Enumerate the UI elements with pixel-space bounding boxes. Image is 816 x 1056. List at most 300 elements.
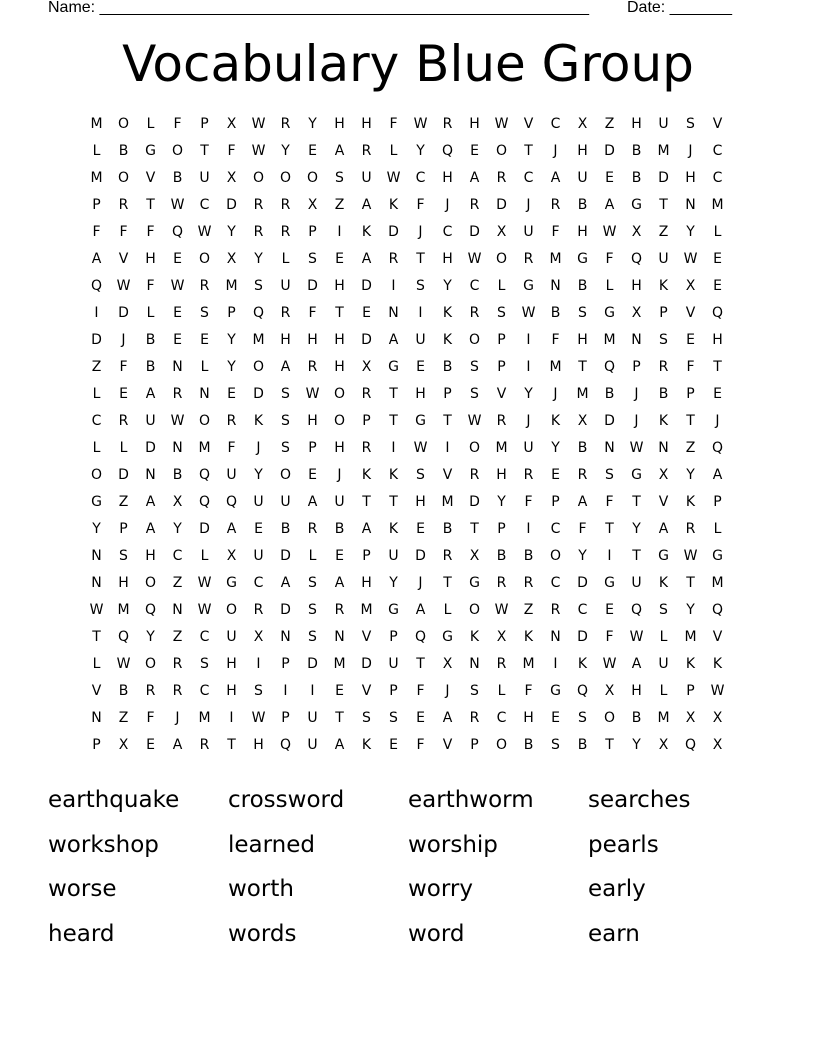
grid-letter: I (526, 521, 531, 537)
grid-letter: H (307, 332, 318, 348)
grid-letter: E (713, 278, 722, 294)
grid-letter: K (685, 656, 696, 672)
grid-letter: J (256, 440, 261, 456)
word-bank-row (48, 912, 768, 957)
grid-letter: X (631, 305, 642, 321)
grid-letter: M (333, 656, 346, 672)
grid-letter: L (659, 683, 668, 699)
grid-letter: X (685, 278, 696, 294)
grid-letter: I (418, 305, 423, 321)
grid-letter: V (712, 116, 723, 132)
grid-letter: M (711, 575, 724, 591)
grid-letter: G (523, 278, 534, 294)
grid-letter: H (631, 278, 642, 294)
grid-letter: W (683, 548, 698, 564)
grid-letter: O (225, 602, 238, 618)
grid-letter: I (283, 683, 288, 699)
grid-letter: K (361, 467, 372, 483)
grid-letter: E (308, 143, 317, 159)
grid-letter: D (253, 386, 264, 402)
grid-letter: A (145, 521, 156, 537)
grid-letter: P (497, 521, 506, 537)
grid-letter: I (256, 656, 261, 672)
grid-letter: N (145, 467, 156, 483)
grid-letter: Z (334, 197, 345, 213)
grid-letter: D (307, 656, 318, 672)
word-bank-item: words (228, 920, 297, 947)
grid-letter: X (226, 116, 237, 132)
grid-letter: Q (252, 305, 265, 321)
grid-letter: Z (172, 629, 183, 645)
grid-letter: I (229, 710, 234, 726)
grid-letter: O (495, 737, 508, 753)
grid-letter: O (198, 413, 211, 429)
grid-letter: W (710, 683, 725, 699)
grid-letter: S (605, 467, 614, 483)
grid-letter: X (604, 683, 615, 699)
grid-letter: Y (389, 575, 398, 591)
grid-letter: U (361, 170, 372, 186)
grid-letter: F (146, 224, 155, 240)
grid-letter: B (118, 143, 129, 159)
grid-letter: C (712, 170, 723, 186)
grid-letter: N (604, 440, 615, 456)
grid-letter: R (307, 521, 318, 537)
grid-letter: B (172, 467, 183, 483)
grid-letter: D (658, 170, 669, 186)
grid-row (83, 678, 731, 705)
grid-letter: F (119, 224, 128, 240)
grid-row (83, 192, 731, 219)
grid-letter: W (251, 116, 266, 132)
grid-letter: Q (711, 602, 724, 618)
grid-letter: C (550, 575, 561, 591)
grid-letter: B (631, 170, 642, 186)
grid-letter: K (442, 332, 453, 348)
grid-letter: E (605, 602, 614, 618)
grid-letter: S (389, 710, 398, 726)
grid-letter: B (496, 548, 507, 564)
grid-letter: P (551, 494, 560, 510)
grid-letter: Z (118, 710, 129, 726)
grid-letter: F (605, 494, 614, 510)
grid-letter: S (578, 710, 587, 726)
word-bank-item: early (588, 876, 646, 903)
grid-letter: L (92, 656, 101, 672)
grid-letter: X (442, 656, 453, 672)
grid-letter: X (307, 197, 318, 213)
grid-letter: L (92, 386, 101, 402)
grid-letter: S (308, 602, 317, 618)
word-bank-row (48, 867, 768, 912)
grid-letter: M (441, 494, 454, 510)
grid-letter: K (388, 197, 399, 213)
grid-letter: E (335, 548, 344, 564)
grid-letter: P (686, 386, 695, 402)
grid-letter: E (551, 710, 560, 726)
grid-letter: E (416, 521, 425, 537)
grid-letter: O (495, 143, 508, 159)
grid-letter: Q (711, 440, 724, 456)
grid-letter: Q (576, 683, 589, 699)
grid-letter: A (361, 251, 372, 267)
grid-letter: W (386, 170, 401, 186)
grid-letter: F (416, 737, 425, 753)
grid-letter: M (522, 656, 535, 672)
grid-letter: J (634, 413, 639, 429)
grid-letter: S (416, 467, 425, 483)
grid-letter: A (91, 251, 102, 267)
grid-letter: R (496, 413, 507, 429)
grid-letter: O (495, 251, 508, 267)
grid-letter: F (524, 494, 533, 510)
grid-letter: J (526, 197, 531, 213)
date-field-line[interactable]: Date: _______ (627, 0, 732, 16)
grid-letter: H (118, 575, 129, 591)
grid-letter: V (118, 251, 129, 267)
grid-letter: G (658, 548, 669, 564)
grid-letter: A (334, 737, 345, 753)
grid-row (83, 354, 731, 381)
grid-letter: R (253, 224, 264, 240)
grid-letter: W (602, 656, 617, 672)
grid-letter: O (252, 170, 265, 186)
grid-letter: M (549, 251, 562, 267)
grid-letter: O (279, 170, 292, 186)
grid-letter: W (251, 710, 266, 726)
grid-letter: M (225, 278, 238, 294)
grid-letter: G (550, 683, 561, 699)
grid-letter: U (523, 440, 534, 456)
grid-letter: D (118, 467, 129, 483)
grid-letter: G (226, 575, 237, 591)
grid-letter: Y (254, 467, 263, 483)
grid-letter: Q (279, 737, 292, 753)
grid-letter: Y (524, 386, 533, 402)
grid-letter: Z (658, 224, 669, 240)
word-bank-item: word (408, 920, 465, 947)
grid-letter: N (91, 710, 102, 726)
grid-row (83, 435, 731, 462)
grid-letter: T (389, 494, 398, 510)
grid-letter: B (145, 332, 156, 348)
grid-letter: S (470, 359, 479, 375)
grid-letter: M (711, 197, 724, 213)
grid-letter: R (280, 305, 291, 321)
grid-letter: Y (443, 278, 452, 294)
grid-letter: R (172, 386, 183, 402)
grid-letter: L (146, 305, 155, 321)
grid-letter: I (391, 278, 396, 294)
grid-letter: W (197, 224, 212, 240)
grid-letter: S (578, 305, 587, 321)
grid-letter: J (553, 386, 558, 402)
grid-letter: N (172, 440, 183, 456)
grid-letter: N (199, 386, 210, 402)
grid-letter: H (307, 413, 318, 429)
grid-letter: Z (91, 359, 102, 375)
grid-letter: D (604, 143, 615, 159)
grid-letter: F (686, 359, 695, 375)
grid-letter: U (658, 656, 669, 672)
grid-letter: F (578, 521, 587, 537)
grid-letter: Z (172, 575, 183, 591)
grid-letter: Q (414, 629, 427, 645)
grid-letter: G (145, 143, 156, 159)
grid-letter: F (551, 224, 560, 240)
grid-letter: I (607, 548, 612, 564)
word-search-grid (83, 111, 731, 759)
word-bank-item: worship (408, 831, 498, 858)
grid-letter: W (629, 440, 644, 456)
grid-letter: P (659, 305, 668, 321)
grid-row (83, 516, 731, 543)
grid-letter: S (200, 305, 209, 321)
grid-letter: F (389, 116, 398, 132)
grid-letter: Y (92, 521, 101, 537)
grid-letter: P (362, 548, 371, 564)
grid-letter: A (145, 386, 156, 402)
grid-letter: M (252, 332, 265, 348)
grid-letter: P (470, 737, 479, 753)
grid-letter: R (469, 305, 480, 321)
grid-letter: T (686, 413, 695, 429)
grid-letter: H (334, 359, 345, 375)
grid-letter: Y (497, 494, 506, 510)
grid-letter: Y (686, 224, 695, 240)
grid-letter: R (577, 467, 588, 483)
grid-letter: G (469, 575, 480, 591)
grid-letter: P (686, 683, 695, 699)
grid-letter: B (145, 359, 156, 375)
word-bank-item: earthworm (408, 787, 534, 814)
grid-letter: F (416, 683, 425, 699)
grid-letter: E (713, 251, 722, 267)
grid-letter: D (226, 197, 237, 213)
grid-letter: G (415, 413, 426, 429)
grid-letter: H (442, 251, 453, 267)
grid-letter: E (173, 251, 182, 267)
grid-letter: U (388, 656, 399, 672)
grid-letter: V (361, 683, 372, 699)
grid-letter: E (416, 710, 425, 726)
grid-letter: R (658, 359, 669, 375)
grid-letter: R (523, 467, 534, 483)
grid-letter: H (361, 575, 372, 591)
grid-letter: D (388, 224, 399, 240)
grid-letter: U (253, 494, 264, 510)
grid-letter: O (117, 170, 130, 186)
grid-letter: O (306, 170, 319, 186)
grid-letter: R (280, 197, 291, 213)
grid-letter: P (308, 224, 317, 240)
grid-letter: P (200, 116, 209, 132)
grid-letter: F (605, 629, 614, 645)
grid-letter: X (253, 629, 264, 645)
grid-letter: T (470, 521, 479, 537)
grid-letter: H (523, 710, 534, 726)
grid-letter: A (658, 521, 669, 537)
grid-letter: T (416, 656, 425, 672)
grid-letter: T (659, 197, 668, 213)
grid-letter: A (469, 170, 480, 186)
grid-letter: M (90, 116, 103, 132)
grid-letter: R (550, 197, 561, 213)
grid-letter: B (442, 521, 453, 537)
grid-letter: K (658, 278, 669, 294)
grid-letter: K (658, 575, 669, 591)
grid-letter: U (658, 116, 669, 132)
grid-letter: C (550, 521, 561, 537)
grid-letter: I (310, 683, 315, 699)
word-bank-item: worse (48, 876, 117, 903)
grid-letter: R (172, 683, 183, 699)
grid-letter: X (658, 467, 669, 483)
grid-letter: X (496, 629, 507, 645)
grid-row (83, 165, 731, 192)
grid-letter: P (443, 386, 452, 402)
grid-letter: R (307, 359, 318, 375)
grid-letter: R (145, 683, 156, 699)
grid-letter: A (361, 521, 372, 537)
grid-letter: R (253, 197, 264, 213)
grid-letter: E (173, 305, 182, 321)
grid-letter: N (658, 440, 669, 456)
grid-row (83, 543, 731, 570)
grid-letter: Y (227, 332, 236, 348)
grid-letter: E (335, 251, 344, 267)
grid-letter: X (631, 224, 642, 240)
grid-letter: B (658, 386, 669, 402)
grid-letter: C (199, 197, 210, 213)
grid-letter: V (442, 467, 453, 483)
grid-letter: Q (198, 467, 211, 483)
grid-letter: W (413, 116, 428, 132)
grid-letter: D (199, 521, 210, 537)
grid-letter: X (226, 251, 237, 267)
word-bank-item: learned (228, 831, 316, 858)
grid-letter: F (227, 440, 236, 456)
grid-letter: H (415, 386, 426, 402)
grid-letter: D (469, 224, 480, 240)
grid-letter: Y (281, 143, 290, 159)
grid-letter: A (307, 494, 318, 510)
grid-letter: U (658, 251, 669, 267)
grid-letter: R (469, 710, 480, 726)
grid-letter: J (715, 413, 720, 429)
grid-letter: S (281, 413, 290, 429)
grid-letter: T (362, 494, 371, 510)
grid-letter: B (523, 548, 534, 564)
grid-letter: C (253, 575, 264, 591)
grid-letter: B (604, 386, 615, 402)
grid-letter: W (494, 602, 509, 618)
grid-letter: M (360, 602, 373, 618)
grid-letter: H (631, 116, 642, 132)
grid-letter: H (253, 737, 264, 753)
grid-letter: W (305, 386, 320, 402)
grid-letter: S (308, 629, 317, 645)
grid-letter: W (467, 251, 482, 267)
grid-letter: N (631, 332, 642, 348)
grid-letter: V (442, 737, 453, 753)
grid-letter: T (335, 305, 344, 321)
grid-letter: E (605, 170, 614, 186)
grid-letter: B (631, 710, 642, 726)
grid-letter: Y (308, 116, 317, 132)
grid-letter: I (445, 440, 450, 456)
grid-letter: C (442, 224, 453, 240)
grid-letter: S (362, 710, 371, 726)
grid-letter: U (226, 467, 237, 483)
grid-letter: S (416, 278, 425, 294)
grid-letter: D (280, 548, 291, 564)
grid-letter: S (281, 440, 290, 456)
grid-letter: K (577, 656, 588, 672)
grid-letter: T (632, 548, 641, 564)
grid-letter: K (523, 629, 534, 645)
grid-row (83, 408, 731, 435)
grid-letter: X (685, 710, 696, 726)
grid-letter: D (280, 602, 291, 618)
word-bank (48, 778, 768, 956)
grid-row (83, 246, 731, 273)
grid-letter: Y (416, 143, 425, 159)
grid-letter: G (631, 467, 642, 483)
word-bank-item: crossword (228, 787, 345, 814)
grid-letter: U (415, 332, 426, 348)
grid-letter: X (226, 170, 237, 186)
grid-letter: A (145, 494, 156, 510)
grid-letter: U (307, 710, 318, 726)
grid-letter: S (281, 386, 290, 402)
grid-letter: O (198, 251, 211, 267)
grid-letter: T (713, 359, 722, 375)
grid-letter: H (685, 170, 696, 186)
grid-row (83, 111, 731, 138)
grid-letter: U (631, 575, 642, 591)
grid-letter: R (361, 440, 372, 456)
grid-letter: J (553, 143, 558, 159)
grid-letter: V (145, 170, 156, 186)
grid-row (83, 705, 731, 732)
grid-letter: N (172, 602, 183, 618)
grid-letter: N (685, 197, 696, 213)
grid-letter: R (523, 575, 534, 591)
grid-letter: S (119, 548, 128, 564)
grid-letter: Q (441, 143, 454, 159)
grid-letter: R (280, 224, 291, 240)
grid-letter: X (712, 737, 723, 753)
grid-row (83, 273, 731, 300)
grid-letter: B (631, 143, 642, 159)
grid-letter: L (497, 683, 506, 699)
grid-letter: Y (632, 737, 641, 753)
grid-letter: Y (632, 521, 641, 537)
grid-letter: A (172, 737, 183, 753)
grid-letter: E (200, 332, 209, 348)
grid-letter: R (118, 413, 129, 429)
grid-letter: O (468, 440, 481, 456)
grid-letter: C (712, 143, 723, 159)
word-bank-row (48, 778, 768, 823)
grid-letter: N (550, 278, 561, 294)
name-field-line[interactable]: Name: _______________________________________________________ (48, 0, 589, 16)
grid-letter: J (445, 197, 450, 213)
grid-letter: M (657, 143, 670, 159)
grid-letter: W (683, 251, 698, 267)
grid-letter: F (146, 710, 155, 726)
